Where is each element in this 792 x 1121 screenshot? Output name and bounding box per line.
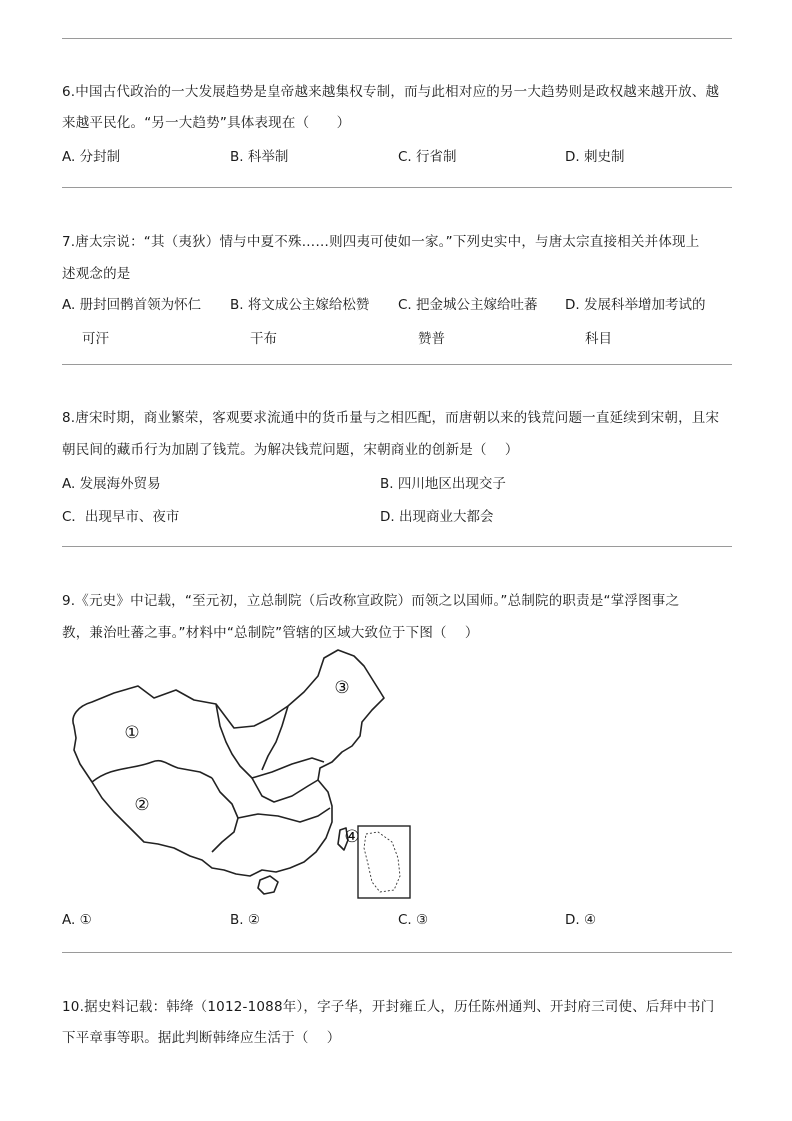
- question-9-text-line1: 9.《元史》中记载，“至元初，立总制院（后改称宣政院）而领之以国师。”总制院的职责是“掌浮图事之: [62, 593, 680, 609]
- map-label-2: ②: [134, 795, 150, 815]
- question-9-text-line2: 教，兼治吐蕃之事。”材料中“总制院”管辖的区域大致位于下图（ ）: [62, 625, 479, 641]
- divider: [62, 952, 732, 953]
- option-d[interactable]: D. 出现商业大都会: [380, 509, 494, 525]
- region-boundary: [92, 761, 212, 782]
- divider: [62, 187, 732, 188]
- option-d-line2: 科目: [585, 331, 612, 347]
- option-a-line1: A. 册封回鹘首领为怀仁: [62, 297, 202, 313]
- question-7-text-line1: 7.唐太宗说：“其（夷狄）情与中夏不殊……则四夷可使如一家。”下列史实中，与唐太宗直接相关并体现上: [62, 234, 700, 250]
- option-d-line1: D. 发展科举增加考试的: [565, 297, 706, 313]
- option-a[interactable]: A. 分封制: [62, 149, 121, 165]
- question-8-text-line2: 朝民间的藏币行为加剧了钱荒。为解决钱荒问题，宋朝商业的创新是（ ）: [62, 442, 519, 458]
- hainan-island: [258, 876, 278, 894]
- option-d[interactable]: D. 刺史制: [565, 149, 625, 165]
- option-d[interactable]: [565, 293, 705, 347]
- option-c[interactable]: C. ③: [398, 912, 429, 928]
- divider: [62, 364, 732, 365]
- option-b-line1: B. 将文成公主嫁给松赞: [230, 297, 370, 313]
- option-a-line2: 可汗: [82, 331, 109, 347]
- region-boundary: [216, 704, 324, 778]
- option-c[interactable]: C．出现早市、夜市: [62, 509, 180, 525]
- option-a[interactable]: [62, 293, 201, 347]
- option-b[interactable]: B. ②: [230, 912, 260, 928]
- divider: [62, 38, 732, 39]
- china-map: [62, 646, 422, 902]
- option-c-line2: 赞普: [418, 331, 445, 347]
- option-b[interactable]: [230, 293, 369, 347]
- option-a[interactable]: A. 发展海外贸易: [62, 476, 161, 492]
- option-b[interactable]: B. 四川地区出现交子: [380, 476, 506, 492]
- question-10-text-line1: 10.据史料记载：韩绛（1012-1088年），字子华，开封雍丘人，历任陈州通判、开封府三司使、后拜中书门: [62, 999, 715, 1015]
- region-boundary: [212, 778, 238, 852]
- map-label-3: ③: [334, 678, 350, 698]
- question-8-text-line1: 8.唐宋时期，商业繁荣，客观要求流通中的货币量与之相匹配，而唐朝以来的钱荒问题一直延续到宋朝，且宋: [62, 410, 720, 426]
- option-d[interactable]: D. ④: [565, 912, 597, 928]
- question-6-text-line1: 6.中国古代政治的一大发展趋势是皇帝越来越集权专制，而与此相对应的另一大趋势则是政权越来越开放、越: [62, 84, 720, 100]
- option-c-line1: C. 把金城公主嫁给吐蕃: [398, 297, 538, 313]
- question-7-text-line2: 述观念的是: [62, 266, 131, 282]
- map-label-1: ①: [124, 723, 140, 743]
- question-6-text-line2: 来越平民化。“另一大趋势”具体表现在（ ）: [62, 115, 351, 131]
- option-c[interactable]: C. 行省制: [398, 149, 457, 165]
- region-boundary: [252, 778, 318, 802]
- option-b[interactable]: B. 科举制: [230, 149, 289, 165]
- option-b-line2: 干布: [250, 331, 277, 347]
- region-boundary: [238, 808, 330, 822]
- option-c[interactable]: [398, 293, 538, 347]
- question-10-text-line2: 下平章事等职。据此判断韩绛应生活于（ ）: [62, 1030, 341, 1046]
- option-a[interactable]: A. ①: [62, 912, 92, 928]
- divider: [62, 546, 732, 547]
- map-label-4: ④: [344, 827, 360, 847]
